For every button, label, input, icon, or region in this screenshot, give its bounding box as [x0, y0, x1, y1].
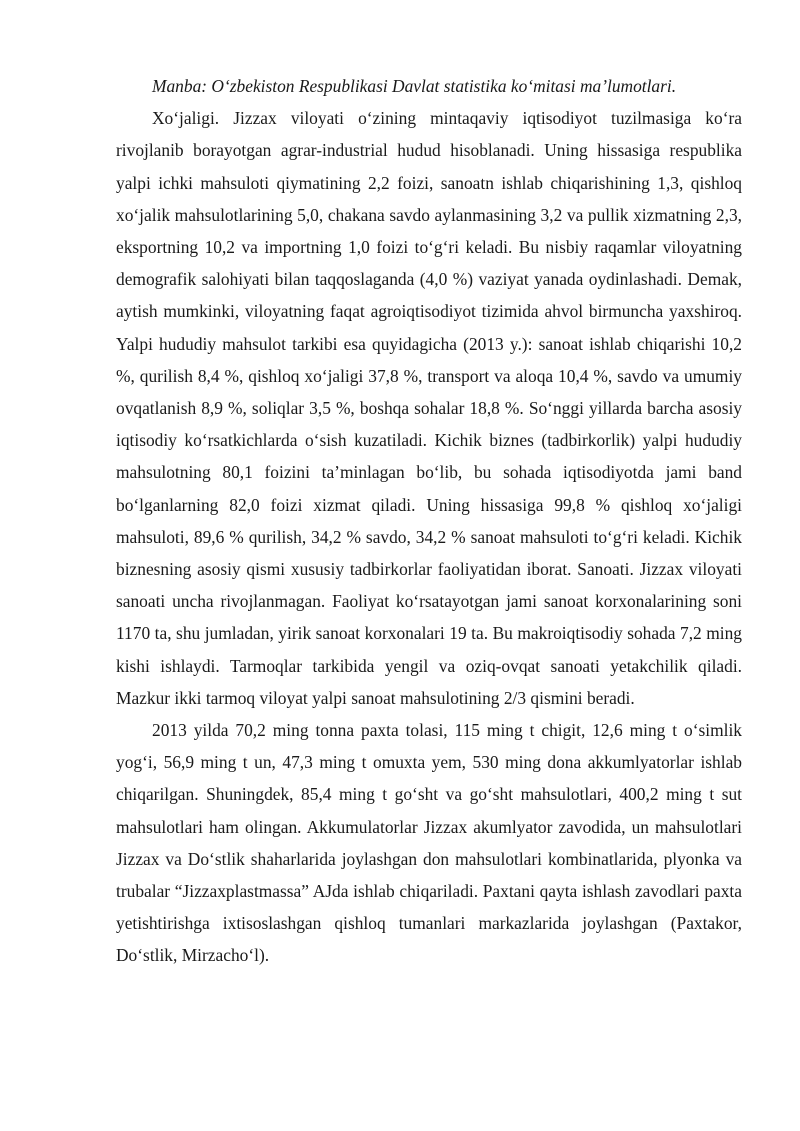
production-paragraph: 2013 yilda 70,2 ming tonna paxta tolasi, 115 ming t chigit, 12,6 ming t o‘simlik yog‘i, 56,9 ming t un, 47,3 ming t omuxta yem, 530 ming dona akkumlyatorlar ishlab chiqarilgan. Shuningdek, 85,4 ming t go‘sht va go‘sht mahsulotlari, 400,2 ming t sut mahsulotlari ham olingan. Akkumulatorlar Jizzax akumlyator zavodida, un mahsulotlari Jizzax va Do‘stlik shaharlarida joylashgan don mahsulotlari kombinatlarida, plyonka va trubalar “Jizzaxplastmassa” AJda ishlab chiqariladi. Paxtani qayta ishlash zavodlari paxta yetishtirishga ixtisoslashgan qishloq tumanlari markazlarida joylashgan (Paxtakor, Do‘stlik, Mirzacho‘l). — [116, 720, 742, 966]
document-page — [116, 70, 742, 972]
economy-paragraph: Xo‘jaligi. Jizzax viloyati o‘zining mintaqaviy iqtisodiyot tuzilmasiga ko‘ra rivojlanib borayotgan agrar-industrial hudud hisoblanadi. Uning hissasiga respublika yalpi ichki mahsuloti qiymatining 2,2 foizi, sanoatn ishlab chiqarishining 1,3, qishloq xo‘jalik mahsulotlarining 5,0, chakana savdo aylanmasining 3,2 va pullik xizmatning 2,3, eksportning 10,2 va importning 1,0 foizi to‘g‘ri keladi. Bu nisbiy raqamlar viloyatning demografik salohiyati bilan taqqoslaganda (4,0 %) vaziyat yanada oydinlashadi. Demak, aytish mumkinki, viloyatning faqat agroiqtisodiyot tizimida ahvol birmuncha yaxshiroq. Yalpi hududiy mahsulot tarkibi esa quyidagicha (2013 y.): sanoat ishlab chiqarishi 10,2 %, qurilish 8,4 %, qishloq xo‘jaligi 37,8 %, transport va aloqa 10,4 %, savdo va umumiy ovqatlanish 8,9 %, soliqlar 3,5 %, boshqa sohalar 18,8 %. So‘nggi yillarda barcha asosiy iqtisodiy ko‘rsatkichlarda o‘sish kuzatiladi. Kichik biznes (tadbirkorlik) yalpi hududiy mahsulotning 80,1 foizini ta’minlagan bo‘lib, bu sohada iqtisodiyotda jami band bo‘lganlarning 82,0 foizi xizmat qiladi. Uning hissasiga 99,8 % qishloq xo‘jaligi mahsuloti, 89,6 % qurilish, 34,2 % savdo, 34,2 % sanoat mahsuloti to‘g‘ri keladi. Kichik biznesning asosiy qismi xususiy tadbirkorlar faoliyatidan iborat. Sanoati. Jizzax viloyati sanoati uncha rivojlanmagan. Faoliyat ko‘rsatayotgan jami sanoat korxonalarining soni 1170 ta, shu jumladan, yirik sanoat korxonalari 19 ta. Bu makroiqtisodiy sohada 7,2 ming kishi ishlaydi. Tarmoqlar tarkibida yengil va oziq-ovqat sanoati yetakchilik qiladi. Mazkur ikki tarmoq viloyat yalpi sanoat mahsulotining 2/3 qismini beradi. — [116, 108, 742, 708]
source-note: Manba: O‘zbekiston Respublikasi Davlat statistika ko‘mitasi ma’lumotlari. — [152, 76, 677, 96]
